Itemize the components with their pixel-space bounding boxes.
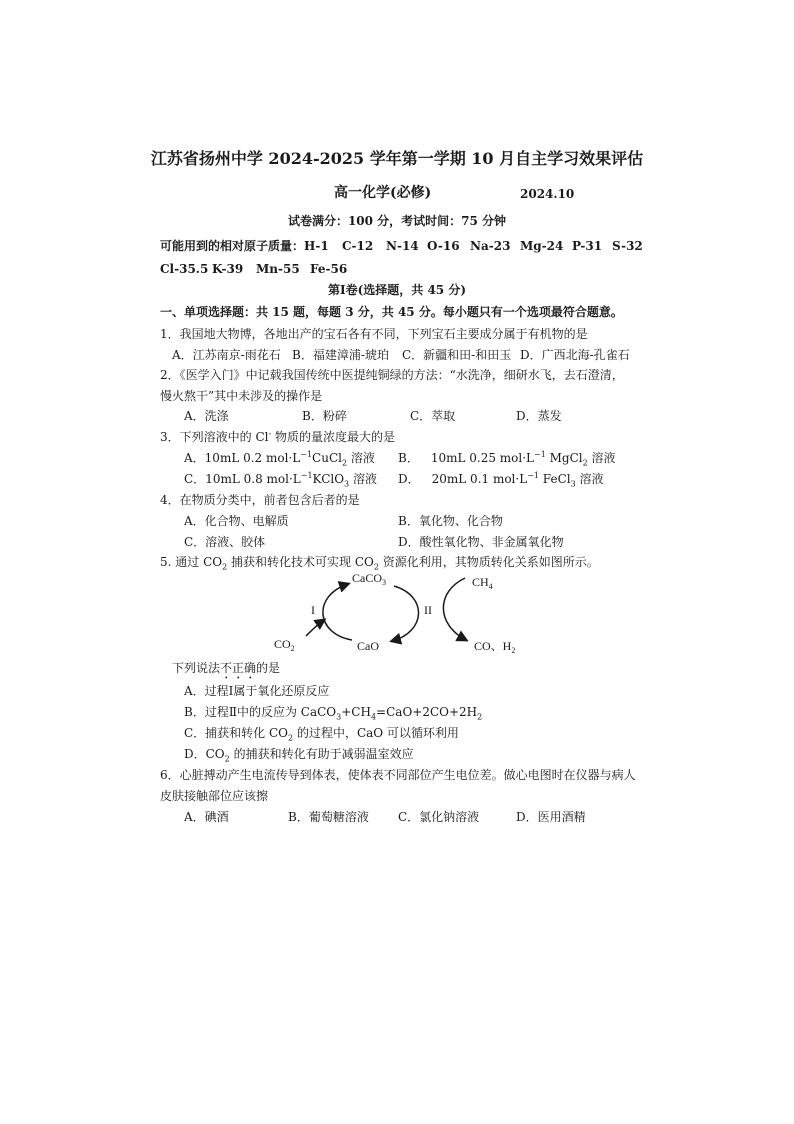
caco3-label: CaCO$_3$ [352,571,386,587]
question-6-option-b: B．葡萄糖溶液 [288,810,369,824]
exam-date: 2024.10 [520,187,575,201]
atomic-mass-item: Fe-56 [310,262,348,276]
atomic-mass-item: N-14 [386,239,419,253]
part-title: 第I卷(选择题，共 45 分) [327,283,467,297]
exam-info: 试卷满分：100 分，考试时间：75 分钟 [287,214,507,228]
question-2-option-d: D．蒸发 [516,409,562,423]
question-1-stem: 1．我国地大物博，各地出产的宝石各有不同，下列宝石主要成分属于有机物的是 [160,327,588,341]
arrow-ch4-to-products [443,578,466,640]
question-5-option-d: D．$CO_2$ 的捕获和转化有助于减弱温室效应 [184,747,414,764]
atomic-mass-item: P-31 [572,239,603,253]
atomic-mass-item: Na-23 [470,239,511,253]
ch4-label: $CH_4$ [472,575,493,591]
question-6-option-d: D．医用酒精 [516,810,586,824]
atomic-mass-item: Mn-55 [256,262,300,276]
question-3-option-a: A．10mL 0.2 $mol\cdot L^{-1}CuCl_2$ 溶液 [184,450,375,468]
cao-label: CaO [357,639,379,653]
atomic-mass-item: S-32 [612,239,643,253]
question-1-option-c: C．新疆和田-和田玉 [402,348,512,362]
arrow-co2-in [306,620,324,636]
question-6-option-c: C．氯化钠溶液 [398,810,480,824]
question-2-stem-line2: 慢火熬干”其中未涉及的操作是 [160,389,323,403]
arrow-caco3-to-cao [392,586,419,641]
conversion-diagram [260,568,540,660]
products-label: CO、$H_2$ [474,639,516,655]
question-4-option-b: B．氧化物、化合物 [398,514,503,528]
question-3-stem: 3．下列溶液中的 Cl- 物质的量浓度最大的是 [160,429,396,444]
question-5-option-c: C．捕获和转化 $CO_2$ 的过程中，CaO 可以循环利用 [184,726,459,743]
question-2-option-a: A．洗涤 [184,409,229,423]
question-3-option-d: D． 20mL 0.1 $mol\cdot L^{-1}$ FeCl$_3$ 溶液 [398,471,604,489]
arrow-cao-to-caco3 [323,584,352,640]
atomic-mass-item: K-39 [212,262,244,276]
atomic-mass-item: H-1 [304,239,329,253]
atomic-mass-item: Cl-35.5 [160,262,209,276]
atomic-mass-item: O-16 [427,239,460,253]
atomic-mass-item: C-12 [342,239,374,253]
question-5-prompt: 下列说法不正确的是 [172,661,281,675]
question-1-option-d: D．广西北海-孔雀石 [520,348,630,362]
question-4-option-c: C．溶液、胶体 [184,535,266,549]
question-4-option-d: D．酸性氧化物、非金属氧化物 [398,535,564,549]
question-3-option-b: B． 10mL 0.25 $mol\cdot L^{-1}$ MgCl$_2$ 溶液 [398,450,616,468]
question-5-option-a: A．过程Ⅰ属于氧化还原反应 [184,684,330,698]
question-2-option-b: B．粉碎 [302,409,347,423]
question-4-stem: 4．在物质分类中，前者包含后者的是 [160,493,360,507]
atomic-mass-item: Mg-24 [520,239,564,253]
question-5-option-b: B．过程Ⅱ中的反应为 $CaCO_3+CH_4=CaO+2CO+2H_2$ [184,705,483,722]
co2-label: $CO_2$ [274,637,295,653]
process-i-label: I [311,603,315,617]
question-4-option-a: A．化合物、电解质 [184,514,289,528]
question-2-option-c: C．萃取 [410,409,456,423]
question-2-stem-line1: 2．《医学入门》中记载我国传统中医提纯铜绿的方法：“水洗净，细研水飞，去石澄清， [160,368,624,382]
question-1-option-a: A．江苏南京-雨花石 [172,348,281,362]
exam-subject: 高一化学(必修) [334,185,432,201]
section-instructions: 一、单项选择题：共 15 题，每题 3 分，共 45 分。每小题只有一个选项最符合题意。 [160,305,623,319]
process-ii-label: II [424,603,432,617]
question-6-stem-line2: 皮肤接触部位应该擦 [160,789,269,803]
exam-title: 江苏省扬州中学 2024-2025 学年第一学期 10 月自主学习效果评估 [150,149,644,168]
atomic-mass-label: 可能用到的相对原子质量： [160,239,305,253]
question-3-option-c: C．10mL 0.8 $mol\cdot L^{-1}KClO_3$ 溶液 [184,471,377,489]
question-6-option-a: A．碘酒 [184,810,229,824]
question-5-stem: 5. 通过 $CO_2$ 捕获和转化技术可实现 $CO_2$ 资源化利用，其物质转化关系如图所示。 [160,555,599,572]
question-6-stem-line1: 6．心脏搏动产生电流传导到体表，使体表不同部位产生电位差。做心电图时在仪器与病人 [160,768,636,782]
question-1-option-b: B．福建漳浦-琥珀 [292,348,389,362]
